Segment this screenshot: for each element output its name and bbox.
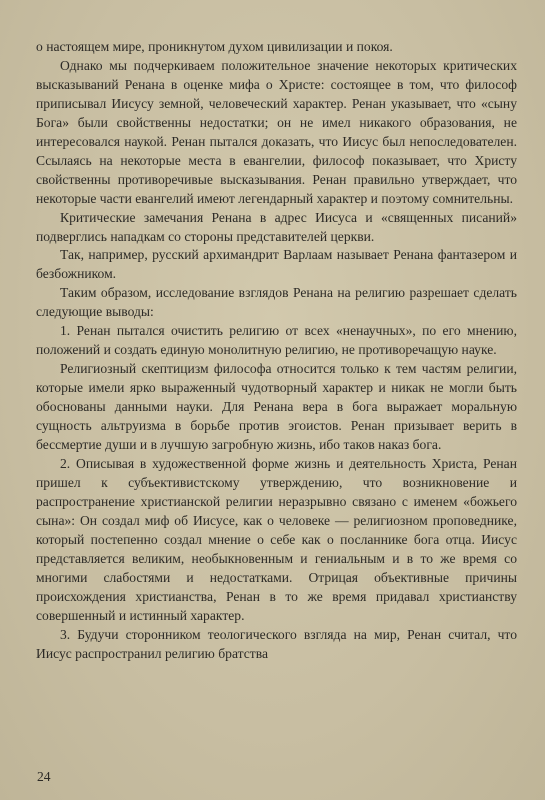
paragraph: Религиозный скептицизм философа относится только к тем частям религии, которые имели ярко выраженный чудотворный характер и никак не могли быть обоснованы данными науки. Для Ренана вера в бога выражает моральную сущность альтруизма в борьбе против эгоистов. Ренан призывает верить в бессмертие души и в лучшую загробную жизнь, ибо таков наказ бога. xyxy=(36,361,517,453)
page-body xyxy=(36,38,517,663)
page-number: 24 xyxy=(37,769,51,784)
paragraph: Таким образом, исследование взглядов Ренана на религию разрешает сделать следующие выводы: xyxy=(36,285,517,320)
paragraph: Так, например, русский архимандрит Варлаам называет Ренана фантазером и безбожником. xyxy=(36,247,517,282)
paragraph-continuation: о настоящем мире, проникнутом духом цивилизации и покоя. xyxy=(36,39,393,54)
paragraph: 2. Описывая в художественной форме жизнь и деятельность Христа, Ренан пришел к субъективистскому утверждению, что возникновение и распространение христианской религии неразрывно связано с именем «божьего сына»: Он создал миф об Иисусе, как о человеке — религиозном проповеднике, который постепенно создал мнение о себе как о посланнике бога отца. Иисус представляется великим, необыкновенным и гениальным и в то же время со многими слабостями и недостатками. Отрицая объективные причины происхождения христианства, Ренан в то же время придавал христианству совершенный и истинный характер. xyxy=(36,455,517,623)
paragraph: 1. Ренан пытался очистить религию от всех «ненаучных», по его мнению, положений и создать единую монолитную религию, не противоречащую науке. xyxy=(36,323,517,358)
paragraph: Однако мы подчеркиваем положительное значение некоторых критических высказываний Ренана в оценке мифа о Христе: состоящее в том, что философ приписывал Иисусу земной, человеческий характер. Ренан указывает, что «сыну Бога» были свойственны недостатки; он не имел никакого образования, не интересовался наукой. Ренан пытался доказать, что Иисус был непоследователен. Ссылаясь на некоторые места в евангелии, философ показывает, что Христу свойственны противоречивые высказывания. Ренан правильно утверждает, что некоторые части евангелий имеют легендарный характер и поэтому сомнительны. xyxy=(36,57,517,206)
paragraph: 3. Будучи сторонником теологического взгляда на мир, Ренан считал, что Иисус распространил религию братства xyxy=(36,626,517,661)
paragraph: Критические замечания Ренана в адрес Иисуса и «священных писаний» подверглись нападкам со стороны представителей церкви. xyxy=(36,209,517,244)
